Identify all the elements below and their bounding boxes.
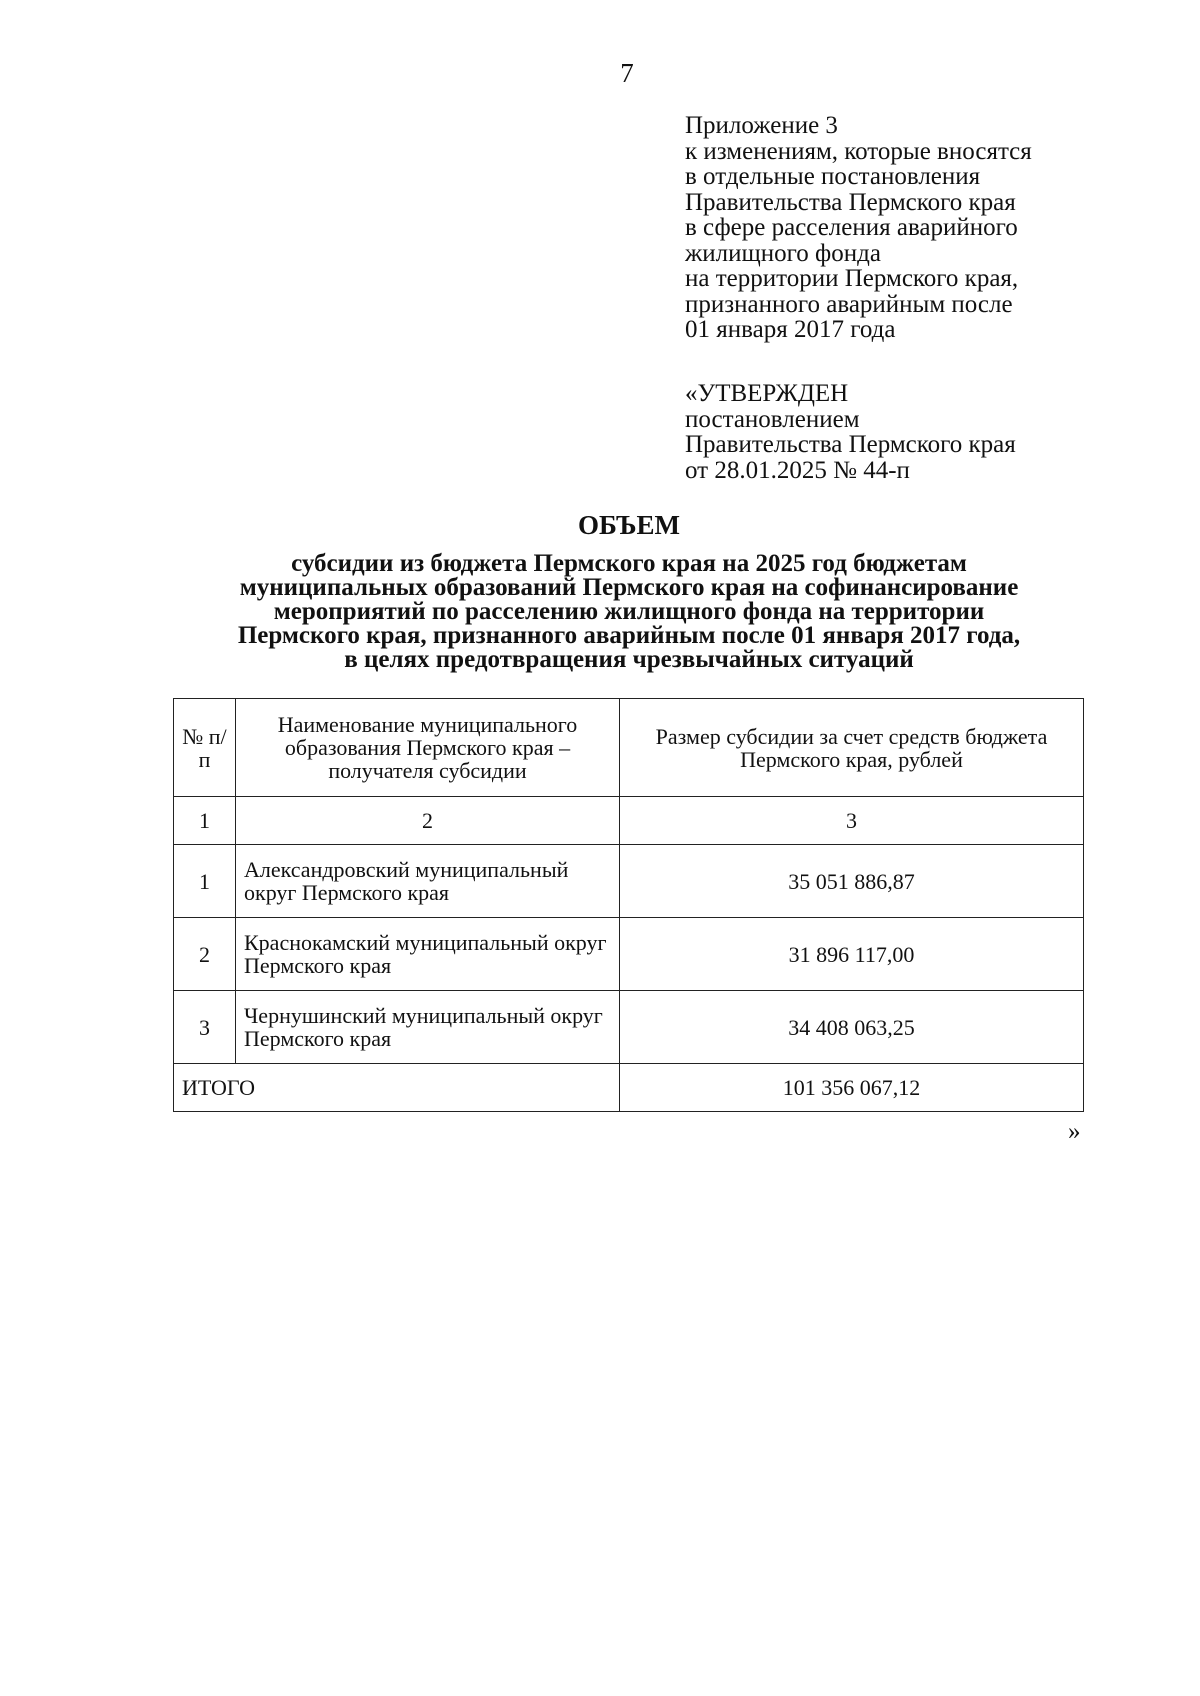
subsidy-table	[173, 698, 1084, 1112]
table-header-row	[174, 699, 1084, 797]
row-name: Александровский муниципальный округ Пермского края	[236, 845, 620, 918]
approval-line: постановлением	[685, 405, 860, 433]
row-name: Чернушинский муниципальный округ Пермского края	[236, 991, 620, 1064]
appendix-line: Приложение 3	[685, 112, 838, 139]
approval-block	[685, 381, 1125, 483]
table-row	[174, 845, 1084, 918]
column-index: 3	[620, 797, 1084, 845]
appendix-line: в сфере расселения аварийного	[685, 214, 1018, 241]
header-num: № п/п	[174, 699, 236, 797]
row-num: 3	[174, 991, 236, 1064]
document-title: ОБЪЕМ	[578, 510, 680, 540]
subtitle-line: мероприятий по расселению жилищного фонда на территории	[273, 598, 985, 625]
column-index-row	[174, 797, 1084, 845]
row-num: 1	[174, 845, 236, 918]
closing-quote-mark: »	[1068, 1118, 1081, 1145]
subtitle-line: субсидии из бюджета Пермского края на 2025 год бюджетам	[291, 550, 967, 577]
appendix-line: Правительства Пермского края	[685, 188, 1016, 216]
subtitle-line: Пермского края, признанного аварийным после 01 января 2017 года,	[237, 622, 1021, 649]
appendix-block	[685, 113, 1125, 343]
table-row	[174, 918, 1084, 991]
row-amount: 34 408 063,25	[620, 991, 1084, 1064]
subtitle-line: муниципальных образований Пермского края на софинансирование	[239, 574, 1019, 601]
total-label: ИТОГО	[174, 1064, 620, 1112]
document-subtitle	[0, 552, 1200, 672]
approval-line: от 28.01.2025 № 44-п	[685, 456, 910, 484]
appendix-line: жилищного фонда	[685, 239, 881, 267]
total-amount: 101 356 067,12	[620, 1064, 1084, 1112]
table-row	[174, 991, 1084, 1064]
subtitle-line: в целях предотвращения чрезвычайных ситуаций	[344, 646, 914, 673]
appendix-line: 01 января 2017 года	[685, 316, 896, 343]
column-index: 2	[236, 797, 620, 845]
appendix-line: на территории Пермского края,	[685, 265, 1019, 292]
appendix-line: в отдельные постановления	[685, 163, 981, 190]
header-amount: Размер субсидии за счет средств бюджета Пермского края, рублей	[620, 699, 1084, 797]
appendix-line: к изменениям, которые вносятся	[685, 137, 1032, 165]
appendix-line: признанного аварийным после	[685, 290, 1013, 318]
total-row	[174, 1064, 1084, 1112]
approval-line: «УТВЕРЖДЕН	[685, 380, 849, 407]
header-name: Наименование муниципального образования Пермского края – получателя субсидии	[236, 699, 620, 797]
row-num: 2	[174, 918, 236, 991]
row-name: Краснокамский муниципальный округ Пермского края	[236, 918, 620, 991]
row-amount: 31 896 117,00	[620, 918, 1084, 991]
row-amount: 35 051 886,87	[620, 845, 1084, 918]
column-index: 1	[174, 797, 236, 845]
approval-line: Правительства Пермского края	[685, 431, 1016, 458]
page-number: 7	[620, 58, 634, 88]
